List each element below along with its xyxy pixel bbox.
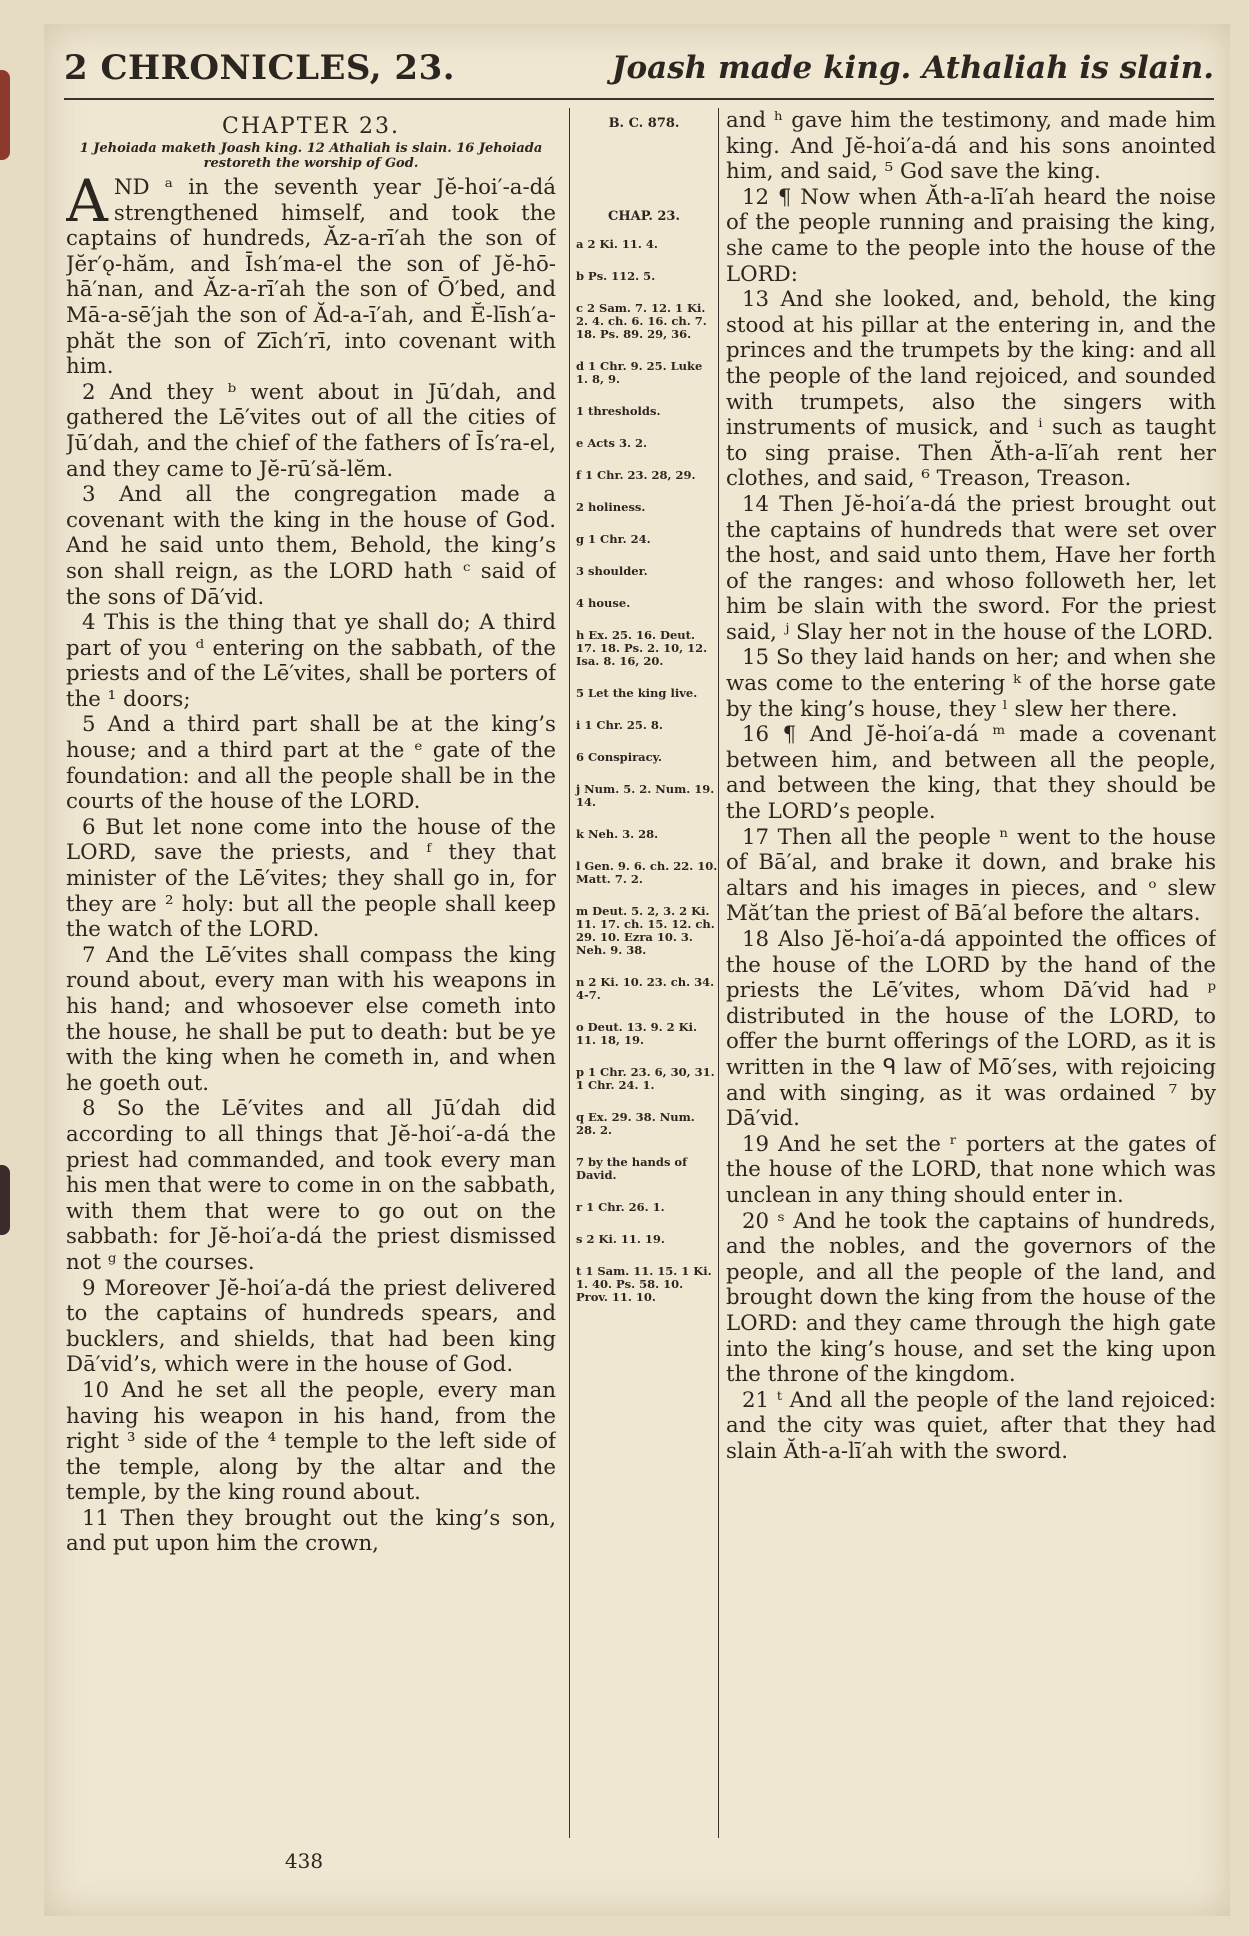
cross-reference-note: d 1 Chr. 9. 25. Luke 1. 8, 9. bbox=[576, 359, 703, 386]
cross-reference-note: p 1 Chr. 23. 6, 30, 31. 1 Chr. 24. 1. bbox=[576, 1065, 715, 1092]
cross-references bbox=[570, 238, 718, 1304]
verse-19: 19 And he set the ʳ porters at the gates of the house of the LORD, that none which was unclean in any thing should enter in. bbox=[726, 1131, 1216, 1208]
cross-reference-note: t 1 Sam. 11. 15. 1 Ki. 1. 40. Ps. 58. 10. Prov. 11. 10. bbox=[576, 1264, 712, 1304]
book-chapter-heading: 2 CHRONICLES, 23. bbox=[64, 48, 456, 88]
page-number: 438 bbox=[284, 1849, 324, 1873]
cross-reference-note: 1 thresholds. bbox=[576, 404, 661, 418]
cross-reference-note: r 1 Chr. 26. 1. bbox=[576, 1200, 665, 1214]
verse-11-end: and ʰ gave him the testimony, and made him king. And Jĕ-hoi′a-dá and his sons anointed him, and said, ⁵ God save the king. bbox=[726, 108, 1216, 185]
verse-10: 10 And he set all the people, every man having his weapon in his hand, from the right ³ side of the ⁴ temple to the left side of the temple, along by the altar and the temple, by the king round about. bbox=[66, 1377, 556, 1506]
cross-reference-note: f 1 Chr. 23. 28, 29. bbox=[576, 468, 696, 482]
cross-reference-note: k Neh. 3. 28. bbox=[576, 827, 659, 841]
verse-12: 12 ¶ Now when Ăth-a-lī′ah heard the noise of the people running and praising the king, she came to the people into the house of the LORD: bbox=[726, 184, 1216, 287]
cross-reference-note: h Ex. 25. 16. Deut. 17. 18. Ps. 2. 10, 12. Isa. 8. 16, 20. bbox=[576, 628, 708, 668]
verse-4: 4 This is the thing that ye shall do; A third part of you ᵈ entering on the sabbath, of the priests and of the Lē′vites, shall be porters of the ¹ doors; bbox=[66, 610, 556, 712]
topic-heading: Joash made king. Athaliah is slain. bbox=[611, 50, 1214, 86]
verse-21: 21 ᵗ And all the people of the land rejoiced: and the city was quiet, after that they had slain Ăth-a-lī′ah with the sword. bbox=[726, 1387, 1216, 1464]
chapter-ref: CHAP. 23. bbox=[607, 209, 680, 224]
cross-reference-note: 3 shoulder. bbox=[576, 564, 648, 578]
verse-14: 14 Then Jĕ-hoi′a-dá the priest brought out the captains of hundreds that were set over the host, and said unto them, Have her forth of the ranges: and whoso followeth her, let him be slain with the sword. For the priest said, ʲ Slay her not in the house of the LORD. bbox=[726, 491, 1216, 645]
cross-reference-note: 6 Conspiracy. bbox=[576, 750, 662, 764]
cross-reference-note: g 1 Chr. 24. bbox=[576, 532, 651, 546]
verse-9: 9 Moreover Jĕ-hoi′a-dá the priest delivered to the captains of hundreds spears, and bucklers, and shields, that had been king Dā′vid’s, which were in the house of God. bbox=[66, 1275, 556, 1378]
page-edge-mark bbox=[0, 1165, 10, 1235]
left-text-column bbox=[66, 108, 556, 1838]
verse-5: 5 And a third part shall be at the king’s house; and a third part at the ᵉ gate of the foundation: and all the people shall be in the courts of the house of the LORD. bbox=[66, 712, 556, 815]
bible-page bbox=[44, 24, 1230, 1916]
cross-reference-note: 5 Let the king live. bbox=[576, 686, 698, 700]
cross-reference-note: m Deut. 5. 2, 3. 2 Ki. 11. 17. ch. 15. 12. ch. 29. 10. Ezra 10. 3. Neh. 9. 38. bbox=[576, 904, 715, 957]
drop-cap: A bbox=[66, 167, 108, 235]
verse-1: AND ᵃ in the seventh year Jĕ-hoi′-a-dá strengthened himself, and took the captains of hundreds, Ăz-a-rī′ah the son of Jĕr′ǫ-hăm, and Īsh′ma-el the son of Jĕ-hō-hā′nan, and Ăz-a-rī′ah the son of Ō′bed, and Mā-a-sē′jah the son of Ăd-a-ī′ah, and Ĕ-līsh′a-phăt the son of Zīch′rī, into covenant with him. bbox=[66, 167, 556, 380]
right-text-column bbox=[726, 108, 1216, 1838]
cross-reference-note: o Deut. 13. 9. 2 Ki. 11. 18, 19. bbox=[576, 1020, 698, 1047]
chapter-title: CHAPTER 23. bbox=[222, 114, 400, 139]
verse-15: 15 So they laid hands on her; and when she was come to the entering ᵏ of the horse gate by the king’s house, they ˡ slew her there. bbox=[726, 645, 1216, 722]
verse-17: 17 Then all the people ⁿ went to the house of Bā′al, and brake it down, and brake his altars and his images in pieces, and ᵒ slew Măt′tan the priest of Bā′al before the altars. bbox=[726, 824, 1216, 927]
verse-20: 20 ˢ And he took the captains of hundreds, and the nobles, and the governors of the people, and all the people of the land, and brought down the king from the house of the LORD: and they came through the high gate into the king’s house, and set the king upon the throne of the kingdom. bbox=[726, 1208, 1216, 1388]
verse-6: 6 But let none come into the house of the LORD, save the priests, and ᶠ they that minister of the Lē′vites; they shall go in, for they are ² holy: but all the people shall keep the watch of the LORD. bbox=[66, 814, 556, 943]
chapter-summary: 1 Jehoiada maketh Joash king. 12 Athaliah is slain. 16 Jehoiada restoreth the worship of God. bbox=[79, 141, 543, 171]
page-edge-mark bbox=[0, 70, 10, 160]
verse-2: 2 And they ᵇ went about in Jū′dah, and gathered the Lē′vites out of all the cities of Jū′dah, and the chief of the fathers of Īs′ra-el, and they came to Jĕ-rū′să-lĕm. bbox=[66, 379, 556, 482]
cross-reference-note: 7 by the hands of David. bbox=[576, 1155, 688, 1182]
verse-18: 18 Also Jĕ-hoi′a-dá appointed the offices of the house of the LORD by the hand of the priests the Lē′vites, whom Dā′vid had ᵖ distributed in the house of the LORD, to offer the burnt offerings of the LORD, as it is written in the ᑫ law of Mō′ses, with rejoicing and with singing, as it was ordained ⁷ by Dā′vid. bbox=[726, 927, 1216, 1132]
verse-3: 3 And all the congregation made a covenant with the king in the house of God. And he said unto them, Behold, the king’s son shall reign, as the LORD hath ᶜ said of the sons of Dā′vid. bbox=[66, 482, 556, 610]
verse-16: 16 ¶ And Jĕ-hoi′a-dá ᵐ made a covenant between him, and between all the people, and between the king, that they should be the LORD’s people. bbox=[726, 722, 1216, 825]
verse-7: 7 And the Lē′vites shall compass the king round about, every man with his weapons in his hand; and whosoever else cometh into the house, he shall be put to death: but be ye with the king when he cometh in, and when he goeth out. bbox=[66, 942, 556, 1096]
verse-8: 8 So the Lē′vites and all Jū′dah did according to all things that Jĕ-hoi′-a-dá the priest had commanded, and took every man his men that were to come in on the sabbath, with them that were to go out on the sabbath: for Jĕ-hoi′a-dá the priest dismissed not ᵍ the courses. bbox=[66, 1096, 556, 1275]
cross-reference-note: 2 holiness. bbox=[576, 500, 646, 514]
cross-reference-note: q Ex. 29. 38. Num. 28. 2. bbox=[576, 1110, 695, 1137]
cross-reference-note: c 2 Sam. 7. 12. 1 Ki. 2. 4. ch. 6. 16. ch. 7. 18. Ps. 89. 29, 36. bbox=[576, 301, 707, 341]
cross-reference-note: n 2 Ki. 10. 23. ch. 34. 4-7. bbox=[576, 975, 715, 1002]
cross-reference-note: 4 house. bbox=[576, 596, 631, 610]
verse-11-start: 11 Then they brought out the king’s son, and put upon him the crown, bbox=[66, 1505, 556, 1557]
era-date: B. C. 878. bbox=[608, 116, 680, 131]
cross-reference-note: i 1 Chr. 25. 8. bbox=[576, 718, 663, 732]
cross-reference-note: e Acts 3. 2. bbox=[576, 436, 648, 450]
cross-reference-note: b Ps. 112. 5. bbox=[576, 269, 656, 283]
verse-13: 13 And she looked, and, behold, the king stood at his pillar at the entering in, and the princes and the trumpets by the king: and all the people of the land rejoiced, and sounded with trumpets, also the singers with instruments of musick, and ⁱ such as taught to sing praise. Then Ăth-a-lī′ah rent her clothes, and said, ⁶ Treason, Treason. bbox=[726, 287, 1216, 492]
cross-reference-note: a 2 Ki. 11. 4. bbox=[576, 237, 658, 251]
running-header bbox=[64, 40, 1214, 100]
cross-reference-note: s 2 Ki. 11. 19. bbox=[576, 1232, 665, 1246]
reference-column bbox=[569, 108, 719, 1838]
cross-reference-note: j Num. 5. 2. Num. 19. 14. bbox=[576, 782, 715, 809]
cross-reference-note: l Gen. 9. 6. ch. 22. 10. Matt. 7. 2. bbox=[576, 859, 718, 886]
